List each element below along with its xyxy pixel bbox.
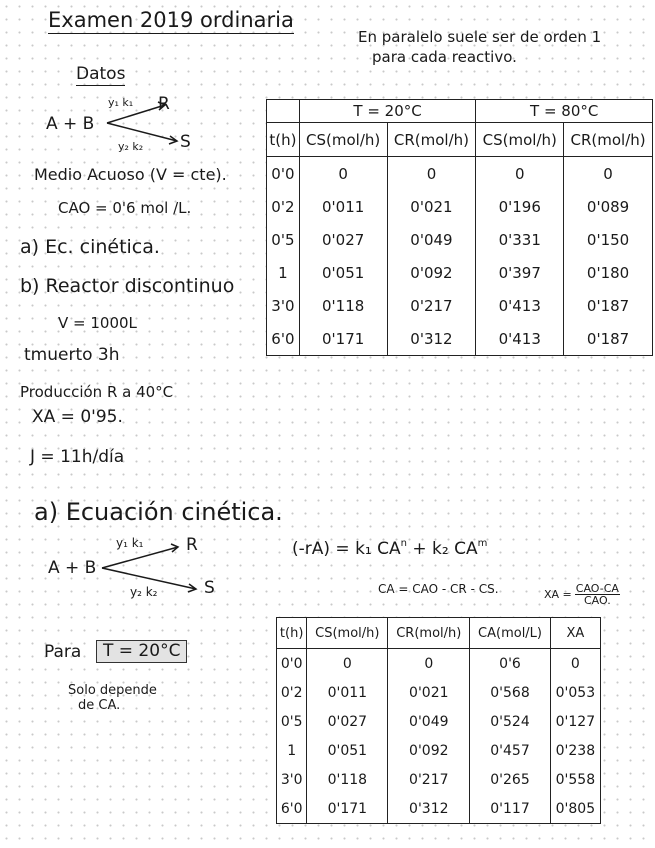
table-cell: 0'150: [564, 223, 653, 256]
xa-text: XA = 0'95.: [32, 407, 123, 427]
table-cell: 0'217: [387, 289, 476, 322]
table-cell: 0: [387, 157, 476, 191]
reaction-2-product-r: R: [186, 535, 198, 555]
table-cell: 0'524: [470, 707, 551, 736]
table-cell: 0'312: [387, 322, 476, 356]
col-header-t: t(h): [277, 618, 307, 649]
reaction-2-k1: y₁ k₁: [116, 536, 144, 550]
table-row: [277, 649, 601, 679]
xa-denominator: CAO.: [583, 594, 611, 607]
table-cell: 0'049: [387, 223, 476, 256]
col-header-cs: CS(mol/h): [307, 618, 388, 649]
table-cell: 3'0: [277, 765, 307, 794]
table-cell: 1: [267, 256, 300, 289]
table-cell: 0'117: [470, 794, 551, 824]
tmuerto-text: tmuerto 3h: [24, 345, 120, 365]
table-cell: 0'6: [470, 649, 551, 679]
table-cell: 0: [564, 157, 653, 191]
xa-lhs: XA =: [544, 588, 572, 601]
table-cell: 0'805: [550, 794, 600, 824]
table-row: [277, 765, 601, 794]
table-cell: 0'457: [470, 736, 551, 765]
table-cell: 0'558: [550, 765, 600, 794]
table-cell: 0'5: [267, 223, 300, 256]
table-row: [277, 736, 601, 765]
table-cell: 0'265: [470, 765, 551, 794]
para-label: Para: [44, 642, 82, 662]
depende-line-1: Solo depende: [68, 683, 157, 698]
table-cell: 0'027: [307, 707, 388, 736]
group-header-80c: T = 80°C: [476, 100, 653, 123]
cao-text: CAO = 0'6 mol /L.: [58, 199, 192, 217]
item-b: b) Reactor discontinuo: [20, 275, 235, 297]
table-cell: 0'021: [387, 190, 476, 223]
table-cell: 0'568: [470, 678, 551, 707]
table-row: [267, 256, 653, 289]
table-cell: 0'5: [277, 707, 307, 736]
table-cell: 0'092: [388, 736, 470, 765]
rate-lhs: (-rA) = k₁ CA: [292, 539, 401, 559]
table-cell: 0'196: [476, 190, 564, 223]
rate-exponent-n: n: [400, 538, 407, 549]
rate-equation: [292, 538, 488, 559]
reaction-2-product-s: S: [204, 578, 215, 598]
data-table-xa: [276, 617, 601, 824]
table-cell: 0'089: [564, 190, 653, 223]
col-header-cs-20: CS(mol/h): [299, 123, 387, 157]
xa-fraction: [575, 583, 620, 606]
note-line-2: para cada reactivo.: [372, 48, 517, 66]
note-line-1: En paralelo suele ser de orden 1: [358, 28, 602, 46]
col-header-ca: CA(mol/L): [470, 618, 551, 649]
table-cell: 0'397: [476, 256, 564, 289]
rate-exponent-m: m: [477, 538, 488, 549]
table-cell: 0'2: [277, 678, 307, 707]
col-header-xa: XA: [550, 618, 600, 649]
xa-equation: [544, 583, 620, 606]
table-cell: 0'413: [476, 322, 564, 356]
ca-equation: CA = CAO - CR - CS.: [378, 582, 499, 596]
produccion-text: Producción R a 40°C: [20, 383, 174, 401]
table-cell: 0'171: [307, 794, 388, 824]
header-spacer: [267, 100, 300, 123]
rate-mid: + k₂ CA: [406, 539, 478, 559]
table-row: [267, 289, 653, 322]
depende-line-2: de CA.: [78, 698, 121, 713]
reaction-2-k2: y₂ k₂: [130, 585, 158, 599]
table-row: [277, 678, 601, 707]
table-cell: 0'187: [564, 289, 653, 322]
table-row: [277, 794, 601, 824]
table-cell: 0'331: [476, 223, 564, 256]
temperature-box: T = 20°C: [96, 640, 187, 663]
volume-text: V = 1000L: [58, 314, 137, 332]
section-a-heading: a) Ecuación cinética.: [34, 498, 283, 526]
table-cell: 6'0: [267, 322, 300, 356]
table-cell: 0: [307, 649, 388, 679]
table-cell: 0'0: [267, 157, 300, 191]
table-cell: 0'238: [550, 736, 600, 765]
table-cell: 0'053: [550, 678, 600, 707]
table-cell: 0'011: [307, 678, 388, 707]
table-cell: 0'312: [388, 794, 470, 824]
table-cell: 0'027: [299, 223, 387, 256]
col-header-cs-80: CS(mol/h): [476, 123, 564, 157]
medio-text: Medio Acuoso (V = cte).: [34, 165, 227, 184]
table-cell: 3'0: [267, 289, 300, 322]
table-cell: 0'0: [277, 649, 307, 679]
reaction-1-k2: y₂ k₂: [118, 140, 144, 153]
table-cell: 1: [277, 736, 307, 765]
table-cell: 0'049: [388, 707, 470, 736]
xa-numerator: CAO-CA: [575, 582, 619, 595]
data-table-20-80: [266, 99, 653, 356]
table-cell: 0'092: [387, 256, 476, 289]
col-header-cr-20: CR(mol/h): [387, 123, 476, 157]
col-header-cr-80: CR(mol/h): [564, 123, 653, 157]
table-cell: 0'171: [299, 322, 387, 356]
reaction-1-product-s: S: [180, 132, 191, 152]
table-cell: 0'127: [550, 707, 600, 736]
col-header-t: t(h): [267, 123, 300, 157]
table-cell: 0: [299, 157, 387, 191]
table-cell: 6'0: [277, 794, 307, 824]
table-cell: 0'051: [299, 256, 387, 289]
table-row: [267, 223, 653, 256]
table-cell: 0'217: [388, 765, 470, 794]
item-a: a) Ec. cinética.: [20, 236, 160, 258]
table-cell: 0'2: [267, 190, 300, 223]
reaction-1-reactants: A + B: [46, 114, 95, 134]
table-cell: 0'021: [388, 678, 470, 707]
page-title: Examen 2019 ordinaria: [48, 8, 294, 32]
reaction-2-reactants: A + B: [48, 558, 97, 578]
table-row: [267, 322, 653, 356]
table-row: [267, 157, 653, 191]
jornada-text: J = 11h/día: [30, 447, 125, 467]
table-cell: 0'118: [299, 289, 387, 322]
col-header-cr: CR(mol/h): [388, 618, 470, 649]
table-cell: 0'118: [307, 765, 388, 794]
table-cell: 0'180: [564, 256, 653, 289]
table-cell: 0'187: [564, 322, 653, 356]
reaction-1-k1: y₁ k₁: [108, 96, 134, 109]
group-header-20c: T = 20°C: [299, 100, 476, 123]
table-cell: 0'051: [307, 736, 388, 765]
table-cell: 0'413: [476, 289, 564, 322]
reaction-1-product-r: R: [158, 94, 170, 114]
table-cell: 0: [550, 649, 600, 679]
table-cell: 0: [388, 649, 470, 679]
datos-heading: Datos: [76, 64, 126, 84]
table-row: [277, 707, 601, 736]
table-cell: 0: [476, 157, 564, 191]
table-row: [267, 190, 653, 223]
table-cell: 0'011: [299, 190, 387, 223]
